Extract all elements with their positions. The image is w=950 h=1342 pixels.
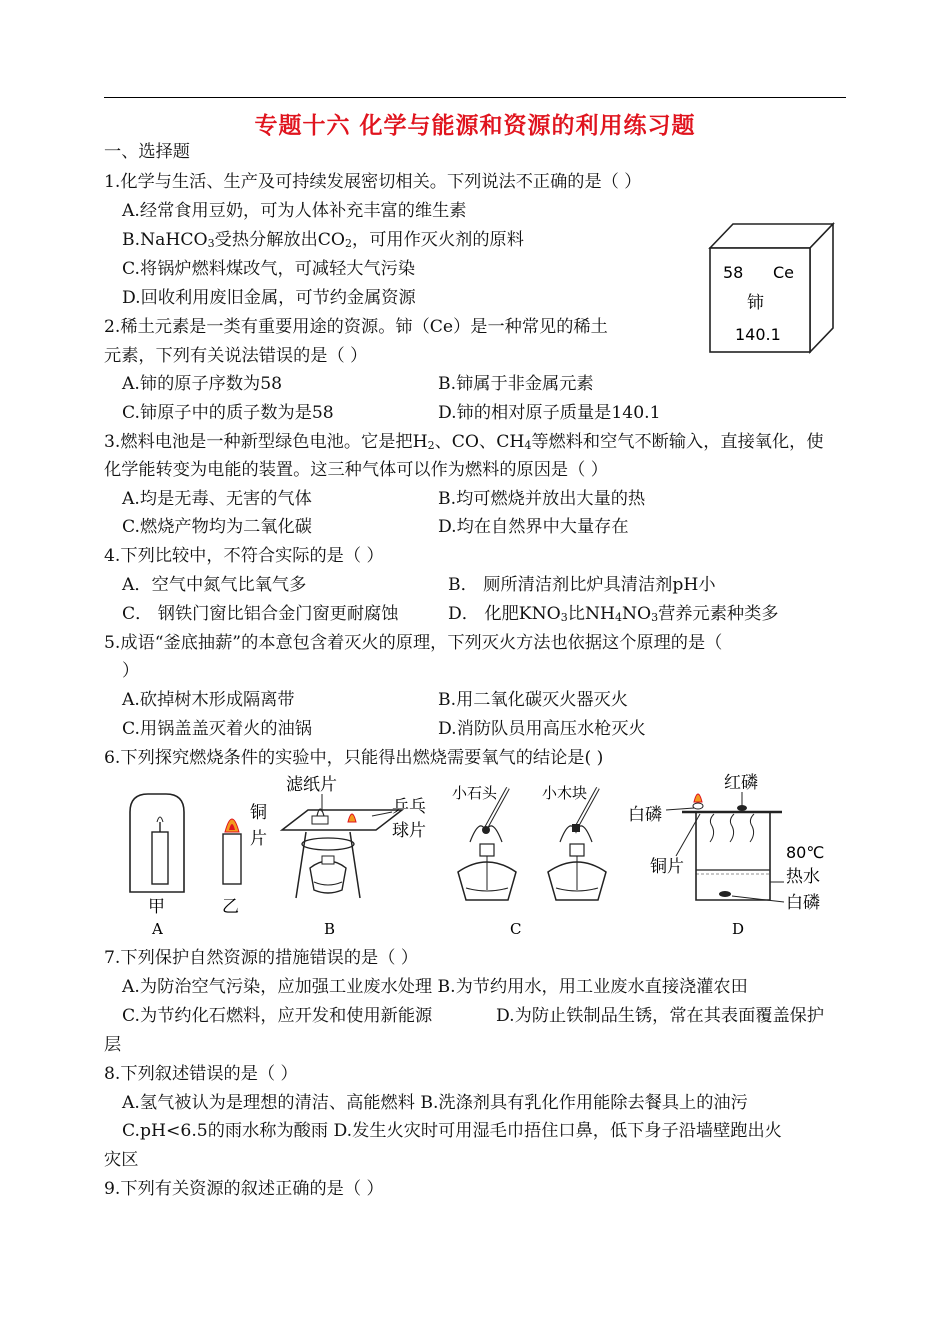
element-symbol: Ce — [773, 263, 795, 282]
svg-text:C: C — [510, 920, 522, 938]
q8-stem: 8.下列叙述错误的是（ ） — [104, 1064, 298, 1084]
q2-stem-2: 元素，下列有关说法错误的是（ ） — [104, 346, 368, 366]
q1-option-c: C.将锅炉燃料煤改气，可减轻大气污染 — [122, 259, 416, 279]
q7-option-d-cont: 层 — [104, 1035, 122, 1055]
svg-text:热水: 热水 — [786, 867, 820, 887]
svg-text:铜片: 铜片 — [650, 857, 684, 877]
svg-text:A: A — [152, 920, 163, 938]
q8-options-cd-cont: 灾区 — [104, 1150, 139, 1170]
svg-text:乙: 乙 — [222, 897, 239, 917]
q3-option-a: A.均是无毒、无害的气体 — [122, 489, 312, 509]
element-name: 铈 — [747, 293, 764, 313]
experiment-figures — [110, 772, 840, 940]
q7-stem: 7.下列保护自然资源的措施错误的是（ ） — [104, 948, 419, 968]
page-title: 专题十六 化学与能源和资源的利用练习题 — [254, 113, 696, 139]
svg-text:白磷: 白磷 — [786, 893, 820, 913]
q7-options-ab: A.为防治空气污染，应加强工业废水处理 B.为节约用水，用工业废水直接浇灌农田 — [122, 977, 748, 997]
svg-text:甲: 甲 — [148, 897, 165, 917]
q8-options-ab: A.氢气被认为是理想的清洁、高能燃料 B.洗涤剂具有乳化作用能除去餐具上的油污 — [122, 1093, 748, 1113]
element-mass: 140.1 — [735, 325, 781, 344]
q2-option-c: C.铈原子中的质子数为是58 — [122, 403, 334, 423]
q6-stem: 6.下列探究燃烧条件的实验中，只能得出燃烧需要氧气的结论是( ) — [104, 748, 604, 768]
svg-text:80℃: 80℃ — [786, 843, 825, 862]
svg-text:片: 片 — [250, 829, 267, 849]
q7-option-c: C.为节约化石燃料，应开发和使用新能源 — [122, 1006, 433, 1026]
q2-stem-1: 2.稀土元素是一类有重要用途的资源。铈（Ce）是一种常见的稀土 — [104, 317, 608, 337]
q2-option-a: A.铈的原子序数为58 — [122, 374, 283, 394]
q5-option-b: B.用二氧化碳灭火器灭火 — [438, 690, 628, 710]
q5-stem-2: ） — [122, 661, 140, 681]
figure-d-beaker-hot-water — [628, 773, 824, 938]
q5-option-d: D.消防队员用高压水枪灭火 — [438, 719, 646, 739]
svg-text:球片: 球片 — [392, 821, 426, 841]
q3-option-c: C.燃烧产物均为二氧化碳 — [122, 517, 312, 537]
section-heading: 一、选择题 — [104, 142, 190, 162]
element-number: 58 — [723, 263, 744, 282]
figure-a-candles — [130, 794, 267, 938]
svg-text:白磷: 白磷 — [628, 805, 662, 825]
header-rule — [104, 97, 846, 98]
q4-option-a: A．空气中氮气比氧气多 — [122, 575, 307, 595]
svg-text:小木块: 小木块 — [542, 784, 588, 802]
svg-text:小石头: 小石头 — [452, 784, 498, 802]
q4-option-c: C． 钢铁门窗比铝合金门窗更耐腐蚀 — [122, 604, 399, 624]
q5-stem-1: 5.成语“釜底抽薪”的本意包含着灭火的原理，下列灭火方法也依据这个原理的是（ — [104, 633, 723, 653]
q5-option-a: A.砍掉树木形成隔离带 — [122, 690, 295, 710]
q3-option-d: D.均在自然界中大量存在 — [438, 517, 629, 537]
q1-stem: 1.化学与生活、生产及可持续发展密切相关。下列说法不正确的是（ ） — [104, 172, 642, 192]
q2-option-d: D.铈的相对原子质量是140.1 — [438, 403, 661, 423]
q5-option-c: C.用锅盖盖灭着火的油锅 — [122, 719, 312, 739]
q2-option-b: B.铈属于非金属元素 — [438, 374, 594, 394]
q1-option-a: A.经常食用豆奶，可为人体补充丰富的维生素 — [122, 201, 467, 221]
q9-stem: 9.下列有关资源的叙述正确的是（ ） — [104, 1179, 384, 1199]
q4-option-b: B． 厕所清洁剂比炉具清洁剂pH小 — [448, 575, 716, 595]
figure-b-burner-plate — [282, 775, 426, 938]
q4-stem: 4.下列比较中，不符合实际的是（ ） — [104, 546, 384, 566]
q7-option-d: D.为防止铁制品生锈，常在其表面覆盖保护 — [496, 1006, 825, 1026]
q1-option-d: D.回收利用废旧金属，可节约金属资源 — [122, 288, 416, 308]
q3-stem-1: 3.燃料电池是一种新型绿色电池。它是把$H_2$、CO、$CH_4$等燃料和空气不断输入，直接氧化，使 — [104, 432, 824, 452]
q4-option-d: D． 化肥$KNO_3$比$NH_4NO_3$营养元素种类多 — [448, 604, 779, 624]
q3-option-b: B.均可燃烧并放出大量的热 — [438, 489, 646, 509]
q3-stem-2: 化学能转变为电能的装置。这三种气体可以作为燃料的原因是（ ） — [104, 460, 608, 480]
svg-text:D: D — [732, 920, 745, 938]
svg-text:B: B — [324, 920, 336, 938]
svg-text:乒乓: 乒乓 — [392, 797, 426, 817]
element-card-figure — [705, 220, 840, 358]
q8-options-cd: C.pH<6.5的雨水称为酸雨 D.发生火灾时可用湿毛巾捂住口鼻，低下身子沿墙壁跑出火 — [122, 1121, 782, 1141]
figure-c-alcohol-lamps — [452, 784, 606, 938]
svg-text:滤纸片: 滤纸片 — [286, 775, 337, 795]
svg-text:铜: 铜 — [250, 803, 267, 823]
svg-text:红磷: 红磷 — [724, 773, 758, 793]
q1-option-b: B.NaHCO$_3$受热分解放出$CO_2$，可用作灭火剂的原料 — [122, 230, 524, 250]
